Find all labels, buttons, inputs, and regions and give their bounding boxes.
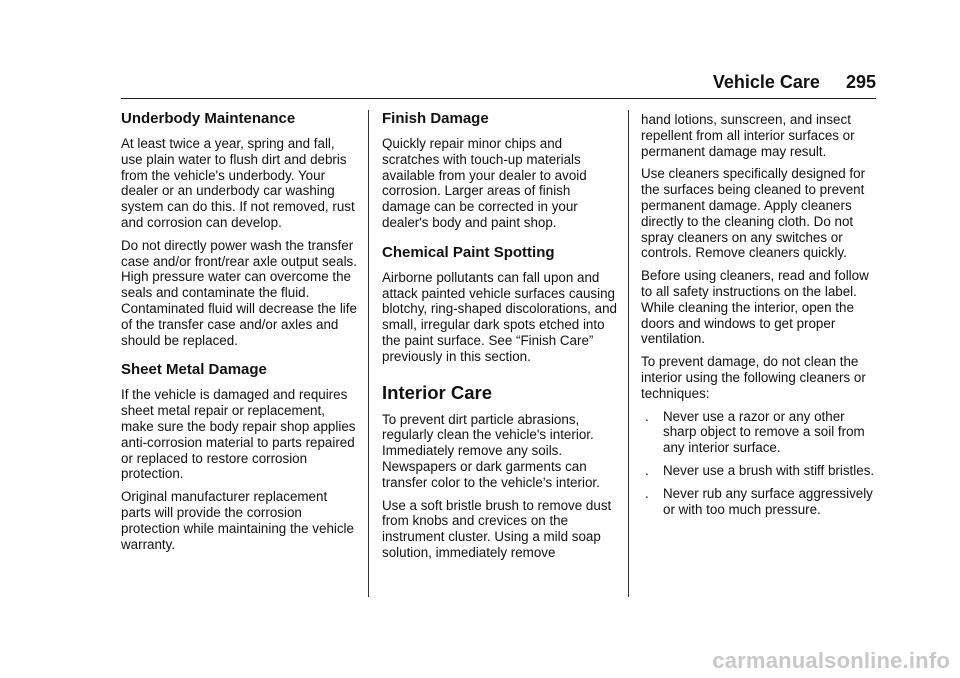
paragraph: Quickly repair minor chips and scratches with touch-up materials available from your dealer to avoid corrosion. Larger areas of finish damage can be corrected in your dealer's body and paint shop. xyxy=(382,136,587,230)
heading-finish-damage: Finish Damage xyxy=(382,110,489,127)
heading-chemical-paint-spotting: Chemical Paint Spotting xyxy=(382,243,555,261)
bullet-marker: . xyxy=(645,408,649,424)
page-number: 295 xyxy=(845,72,876,92)
bullet-marker: . xyxy=(645,485,649,501)
paragraph: To prevent damage, do not clean the interior using the following cleaners or techniques: xyxy=(641,354,866,401)
column-2 xyxy=(382,110,618,568)
heading-interior-care: Interior Care xyxy=(382,381,493,403)
heading-sheet-metal-damage: Sheet Metal Damage xyxy=(121,361,267,379)
paragraph: If the vehicle is damaged and requires sheet metal repair or replacement, make sure the body repair shop applies anti-corrosion material to parts repaired or replaced to restore corrosion protection. xyxy=(121,387,356,482)
paragraph: To prevent dirt particle abrasions, regularly clean the vehicle's interior. Immediately remove any soils. Newspapers or dark garments can transfer color to the vehicle’s interior. xyxy=(382,411,600,490)
paragraph: Use a soft bristle brush to remove dust from knobs and crevices on the instrument cluster. Using a mild soap solution, immediately remove xyxy=(382,497,612,560)
list-item: . Never rub any surface aggressively or with too much pressure. xyxy=(645,485,873,517)
column-3 xyxy=(641,112,877,524)
paragraph: Original manufacturer replacement parts will provide the corrosion protection while maintaining the vehicle warranty. xyxy=(121,489,354,552)
watermark: carmanualsonline.info xyxy=(712,648,950,673)
column-divider-1 xyxy=(368,110,369,597)
heading-underbody-maintenance: Underbody Maintenance xyxy=(121,110,296,127)
paragraph: Do not directly power wash the transfer case and/or front/rear axle output seals. High pressure water can overcome the seals and contaminate the fluid. Contaminated fluid will decrease the life of the transfer case and/or axles and should be replaced. xyxy=(121,237,357,348)
list-item: . Never use a brush with stiff bristles. xyxy=(645,462,875,478)
paragraph: Use cleaners specifically designed for the surfaces being cleaned to prevent permanent damage. Apply cleaners directly to the cleaning cloth. Do not spray cleaners on any switches or controls. Remove cleaners quickly. xyxy=(641,166,866,261)
header-rule xyxy=(121,98,876,99)
paragraph: Airborne pollutants can fall upon and attack painted vehicle surfaces causing blotchy, ring-shaped discolorations, and small, irregular dark spots etched into the paint surface. See “Finish Care” previously in this section. xyxy=(382,269,617,364)
list-item: . Never use a razor or any other sharp object to remove a soil from any interior surface. xyxy=(645,408,865,456)
bullet-marker: . xyxy=(645,462,649,478)
paragraph: At least twice a year, spring and fall, use plain water to flush dirt and debris from the vehicle's underbody. Your dealer or an underbody car washing system can do this. If not removed, rust and corrosion can develop. xyxy=(121,136,355,230)
paragraph: Before using cleaners, read and follow to all safety instructions on the label. While cleaning the interior, open the doors and windows to get proper ventilation. xyxy=(641,268,869,347)
page-header xyxy=(0,72,876,93)
section-title: Vehicle Care xyxy=(712,72,820,92)
column-1 xyxy=(121,110,357,559)
paragraph: hand lotions, sunscreen, and insect repellent from all interior surfaces or permanent damage may result. xyxy=(641,112,855,159)
bullet-list xyxy=(641,409,877,518)
column-divider-2 xyxy=(628,110,629,597)
